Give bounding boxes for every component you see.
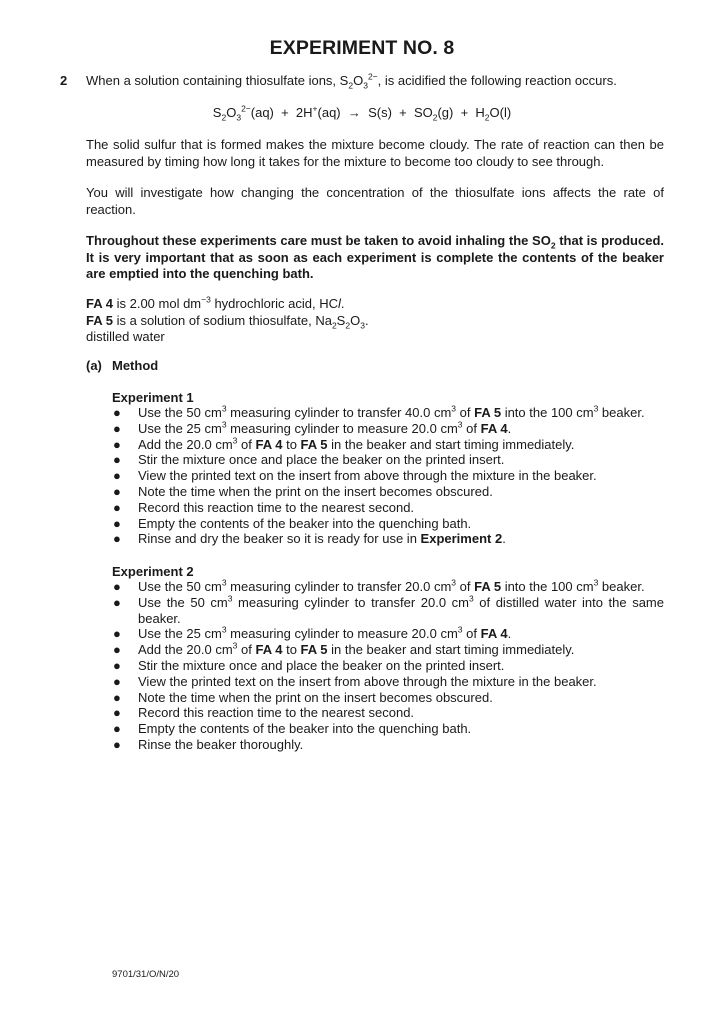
bullet-icon: ●: [113, 436, 121, 452]
method-step: [112, 405, 664, 421]
method-step: [112, 658, 664, 674]
experiment-2-heading: Experiment 2: [112, 564, 194, 579]
bullet-icon: ●: [113, 531, 121, 547]
bullet-icon: ●: [113, 405, 121, 420]
experiment-1-steps: [112, 405, 664, 547]
step-text: Record this reaction time to the nearest second.: [138, 705, 415, 721]
reagent-list: [86, 296, 664, 346]
step-text: Add the 20.0 $cm^3$ of FA 4 to FA 5 in the beaker and start timing immediately.: [138, 435, 575, 452]
reaction-equation: $S_2O_3^{2-}(aq) + 2H^+(aq) \to S(s) + SO_2(g) + H_2O(l)$: [212, 103, 512, 123]
reagent-fa5: FA 5 is a solution of sodium thiosulfate, $Na_2S_2O_3$.: [86, 312, 369, 331]
method-step: [112, 468, 664, 484]
step-text: Record this reaction time to the nearest second.: [138, 499, 415, 515]
step-text: Rinse the beaker thoroughly.: [138, 736, 304, 752]
step-text: Use the 25 $cm^3$ measuring cylinder to measure 20.0 $cm^3$ of FA 4.: [138, 419, 512, 436]
step-text: Use the 50 $cm^3$ measuring cylinder to transfer 20.0 $cm^3$ of FA 5 into the 100 $cm^3$ beaker.: [138, 577, 645, 594]
paragraph-investigation: You will investigate how changing the concentration of the thiosulfate ions affects the rate of reaction.: [86, 185, 664, 217]
method-step: [112, 737, 664, 753]
method-step: [112, 690, 664, 706]
method-step: [112, 626, 664, 642]
method-step: [112, 705, 664, 721]
step-text: Rinse and dry the beaker so it is ready for use in Experiment 2.: [138, 531, 506, 547]
step-text: Empty the contents of the beaker into the quenching bath.: [138, 721, 472, 737]
method-step: [112, 516, 664, 532]
method-step: [112, 500, 664, 516]
part-label: (a): [86, 358, 102, 373]
bullet-icon: ●: [113, 689, 121, 705]
page-footer-code: 9701/31/O/N/20: [112, 969, 180, 980]
method-step: [112, 579, 664, 595]
page-title: EXPERIMENT NO. 8: [269, 37, 455, 59]
part-a-heading: [86, 358, 158, 373]
bullet-icon: ●: [113, 579, 121, 594]
step-text: Use the 50 $cm^3$ measuring cylinder to transfer 20.0 $cm^3$ of distilled water into the same beaker.: [138, 593, 664, 626]
bullet-icon: ●: [113, 736, 121, 752]
safety-warning: Throughout these experiments care must be taken to avoid inhaling the $SO_2$ that is produced. It is very important that as soon as each experiment is complete the contents of the beaker are emptied into the quenching bath.: [86, 233, 664, 281]
question-number: 2: [60, 73, 68, 88]
experiment-1-heading: Experiment 1: [112, 390, 194, 405]
step-text: Empty the contents of the beaker into the quenching bath.: [138, 515, 472, 531]
method-step: [112, 642, 664, 658]
step-text: Use the 25 $cm^3$ measuring cylinder to measure 20.0 $cm^3$ of FA 4.: [138, 625, 512, 642]
part-title: Method: [112, 358, 159, 373]
method-step: [112, 531, 664, 547]
step-text: Add the 20.0 $cm^3$ of FA 4 to FA 5 in the beaker and start timing immediately.: [138, 640, 575, 658]
step-text: Stir the mixture once and place the beaker on the printed insert.: [138, 452, 505, 468]
method-step: [112, 595, 664, 627]
bullet-icon: ●: [113, 626, 121, 642]
method-step: [112, 674, 664, 690]
step-text: View the printed text on the insert from above through the mixture in the beaker.: [138, 673, 597, 689]
reagent-fa4: FA 4 is 2.00 mol $dm^{-3}$ hydrochloric acid, HCl.: [86, 294, 345, 311]
step-text: View the printed text on the insert from above through the mixture in the beaker.: [138, 468, 597, 484]
bullet-icon: ●: [113, 468, 121, 484]
bullet-icon: ●: [113, 705, 121, 721]
bullet-icon: ●: [113, 594, 121, 610]
method-step: [112, 721, 664, 737]
method-step: [112, 452, 664, 468]
step-text: Stir the mixture once and place the beaker on the printed insert.: [138, 657, 505, 673]
method-step: [112, 484, 664, 500]
step-text: Note the time when the print on the insert becomes obscured.: [138, 689, 493, 705]
bullet-icon: ●: [113, 483, 121, 499]
bullet-icon: ●: [113, 420, 121, 436]
method-step: [112, 421, 664, 437]
bullet-icon: ●: [113, 657, 121, 673]
bullet-icon: ●: [113, 499, 121, 515]
step-text: Note the time when the print on the insert becomes obscured.: [138, 483, 493, 499]
intro-text: When a solution containing thiosulfate ions, $S_2O_3^{2-}$, is acidified the following reaction occurs.: [86, 71, 617, 91]
step-text: Use the 50 $cm^3$ measuring cylinder to transfer 40.0 $cm^3$ of FA 5 into the 100 $cm^3$ beaker.: [138, 403, 645, 420]
bullet-icon: ●: [113, 515, 121, 531]
bullet-icon: ●: [113, 673, 121, 689]
bullet-icon: ●: [113, 452, 121, 468]
method-step: [112, 437, 664, 453]
reagent-water: distilled water: [86, 329, 165, 344]
bullet-icon: ●: [113, 721, 121, 737]
experiment-2-steps: [112, 579, 664, 753]
bullet-icon: ●: [113, 642, 121, 658]
paragraph-cloudiness: The solid sulfur that is formed makes the mixture become cloudy. The rate of reaction can then be measured by timing how long it takes for the mixture to become too cloudy to see through.: [86, 137, 664, 169]
